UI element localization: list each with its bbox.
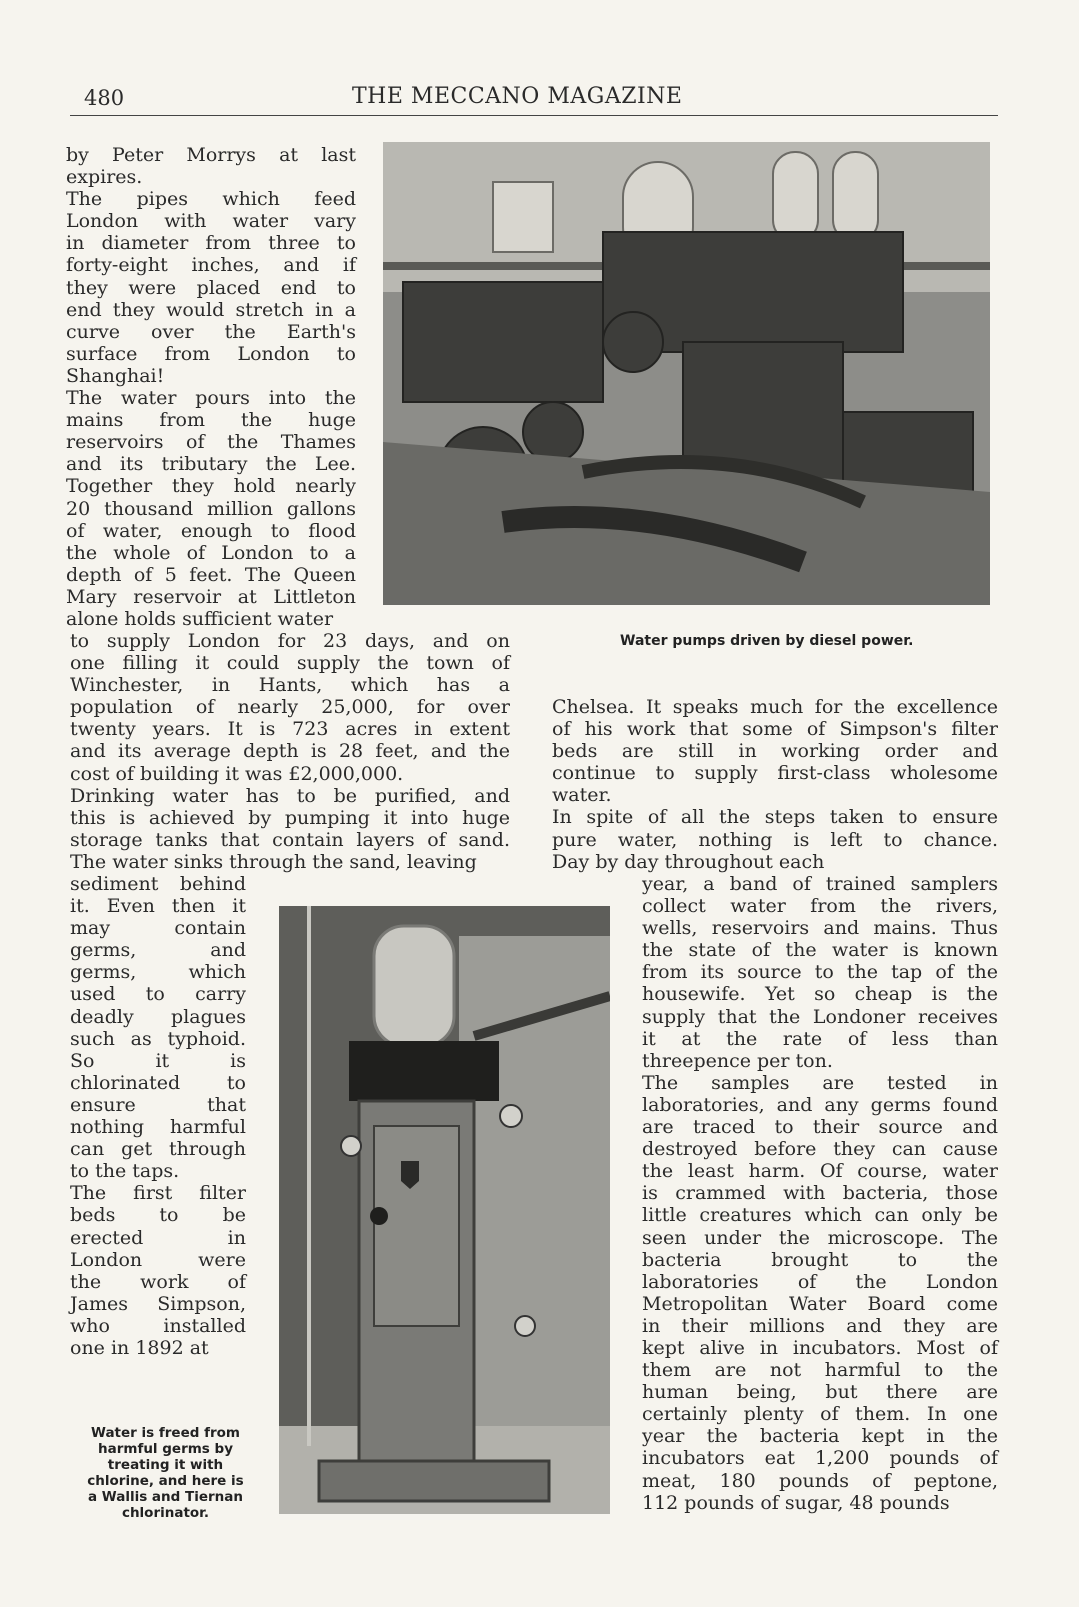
text-line: housewife. Yet so cheap is the — [642, 983, 998, 1006]
text-line: one filling it could supply the town of — [70, 652, 510, 675]
text-line: certainly plenty of them. In one — [642, 1403, 998, 1426]
text-line: by Peter Morrys at last — [66, 144, 356, 166]
text-line: The samples are tested in — [642, 1071, 998, 1094]
text-line: year the bacteria kept in the — [642, 1425, 998, 1448]
text-line: to the taps. — [70, 1160, 180, 1183]
text-line: beds to be — [70, 1204, 246, 1227]
text-line: continue to supply first-class wholesome — [552, 762, 998, 785]
text-line: in their millions and they are — [642, 1314, 998, 1337]
text-line: Winchester, in Hants, which has a — [70, 674, 510, 697]
text-line: nothing harmful — [70, 1116, 246, 1139]
text-line: and its tributary the Lee. — [66, 453, 356, 476]
text-line: to supply London for 23 days, and on — [70, 630, 510, 652]
text-line: destroyed before they can cause — [642, 1138, 998, 1161]
chlorinator-caption — [78, 1425, 253, 1521]
text-line: bacteria brought to the — [642, 1248, 998, 1271]
text-line: this is achieved by pumping it into huge — [70, 806, 510, 829]
text-line: The first filter — [70, 1182, 246, 1205]
text-line: kept alive in incubators. Most of — [642, 1336, 998, 1359]
text-line: them are not harmful to the — [642, 1359, 998, 1382]
text-line: chlorinated to — [70, 1071, 246, 1094]
chlorinator-photo — [279, 906, 610, 1514]
text-line: Day by day throughout each — [552, 850, 825, 873]
text-line: can get through — [70, 1138, 246, 1161]
water-pumps-photo — [383, 142, 990, 605]
text-line: such as typhoid. — [70, 1027, 246, 1050]
text-line: of water, enough to flood — [66, 519, 356, 542]
text-line: 112 pounds of sugar, 48 pounds — [642, 1491, 950, 1514]
text-line: James Simpson, — [70, 1292, 246, 1315]
text-line: the state of the water is known — [642, 939, 998, 962]
text-line: London were — [70, 1248, 246, 1271]
text-line: Together they hold nearly — [66, 475, 356, 498]
text-line: little creatures which can only be — [642, 1204, 998, 1227]
chlorinator-illustration — [279, 906, 610, 1514]
caption-line: Water is freed from — [91, 1425, 240, 1441]
text-line: Metropolitan Water Board come — [642, 1292, 998, 1315]
text-line: Shanghai! — [66, 364, 165, 387]
text-line: incubators eat 1,200 pounds of — [642, 1447, 998, 1470]
text-line: The water pours into the — [66, 387, 356, 410]
text-line: storage tanks that contain layers of sand. — [70, 828, 510, 851]
text-line: Drinking water has to be purified, and — [70, 784, 510, 807]
text-line: is crammed with bacteria, those — [642, 1182, 998, 1205]
text-line: who installed — [70, 1314, 246, 1337]
text-line: threepence per ton. — [642, 1049, 833, 1072]
header-rule — [70, 115, 998, 116]
text-line: The pipes which feed — [66, 188, 356, 211]
text-line: pure water, nothing is left to chance. — [552, 828, 998, 851]
text-line: cost of building it was £2,000,000. — [70, 762, 404, 785]
text-line: year, a band of trained samplers — [642, 873, 998, 895]
text-line: beds are still in working order and — [552, 740, 998, 763]
text-line: seen under the microscope. The — [642, 1226, 998, 1249]
text-line: reservoirs of the Thames — [66, 431, 356, 454]
text-line: sediment behind — [70, 873, 246, 895]
text-line: one in 1892 at — [70, 1336, 209, 1359]
right-column-wide-text — [552, 696, 998, 873]
left-column-top-text — [66, 144, 356, 630]
text-line: So it is — [70, 1049, 246, 1072]
text-line: water. — [552, 784, 612, 807]
text-line: laboratories of the London — [642, 1270, 998, 1293]
text-line: it. Even then it — [70, 895, 246, 918]
text-line: curve over the Earth's — [66, 320, 356, 343]
text-line: in diameter from three to — [66, 232, 356, 255]
left-column-wide-text — [70, 630, 510, 873]
text-line: the work of — [70, 1270, 246, 1293]
text-line: population of nearly 25,000, for over — [70, 696, 510, 719]
pump-hall-illustration — [383, 142, 990, 605]
text-line: the least harm. Of course, water — [642, 1160, 998, 1183]
text-line: Chelsea. It speaks much for the excellence — [552, 696, 998, 718]
text-line: may contain — [70, 917, 246, 940]
text-line: mains from the huge — [66, 409, 356, 432]
text-line: germs, which — [70, 961, 246, 984]
text-line: The water sinks through the sand, leaving — [70, 850, 477, 873]
text-line: In spite of all the steps taken to ensure — [552, 806, 998, 829]
text-line: wells, reservoirs and mains. Thus — [642, 917, 998, 940]
text-line: they were placed end to — [66, 276, 356, 299]
caption-line: chlorinator. — [121, 1505, 210, 1521]
text-line: expires. — [66, 166, 143, 189]
caption-line: harmful germs by — [98, 1441, 233, 1457]
text-line: supply that the Londoner receives — [642, 1005, 998, 1028]
text-line: it at the rate of less than — [642, 1027, 998, 1050]
page-number: 480 — [84, 86, 125, 110]
text-line: depth of 5 feet. The Queen — [66, 563, 356, 586]
text-line: collect water from the rivers, — [642, 895, 998, 918]
text-line: the whole of London to a — [66, 541, 356, 564]
text-line: laboratories, and any germs found — [642, 1093, 998, 1116]
text-line: used to carry — [70, 983, 246, 1006]
text-line: deadly plagues — [70, 1005, 246, 1028]
text-line: from its source to the tap of the — [642, 961, 998, 984]
text-line: forty-eight inches, and if — [66, 254, 356, 277]
text-line: ensure that — [70, 1093, 246, 1116]
text-line: twenty years. It is 723 acres in extent — [70, 718, 510, 741]
text-line: surface from London to — [66, 342, 356, 365]
text-line: human being, but there are — [642, 1381, 998, 1404]
text-line: end they would stretch in a — [66, 298, 356, 321]
text-line: of his work that some of Simpson's filter — [552, 718, 998, 741]
pumps-caption: Water pumps driven by diesel power. — [620, 633, 914, 649]
text-line: 20 thousand million gallons — [66, 497, 356, 520]
page-title: THE MECCANO MAGAZINE — [352, 84, 683, 109]
caption-line: treating it with — [107, 1457, 224, 1473]
text-line: London with water vary — [66, 210, 356, 233]
text-line: alone holds sufficient water — [66, 607, 334, 630]
text-line: and its average depth is 28 feet, and the — [70, 740, 510, 763]
caption-line: chlorine, and here is — [87, 1473, 244, 1489]
text-line: Mary reservoir at Littleton — [66, 585, 356, 608]
right-column-narrow-text — [642, 873, 998, 1514]
text-line: germs, and — [70, 939, 246, 962]
text-line: are traced to their source and — [642, 1116, 998, 1139]
text-line: meat, 180 pounds of peptone, — [642, 1469, 998, 1492]
caption-line: a Wallis and Tiernan — [87, 1489, 243, 1505]
left-column-narrow-text — [70, 873, 246, 1359]
text-line: erected in — [70, 1226, 246, 1249]
